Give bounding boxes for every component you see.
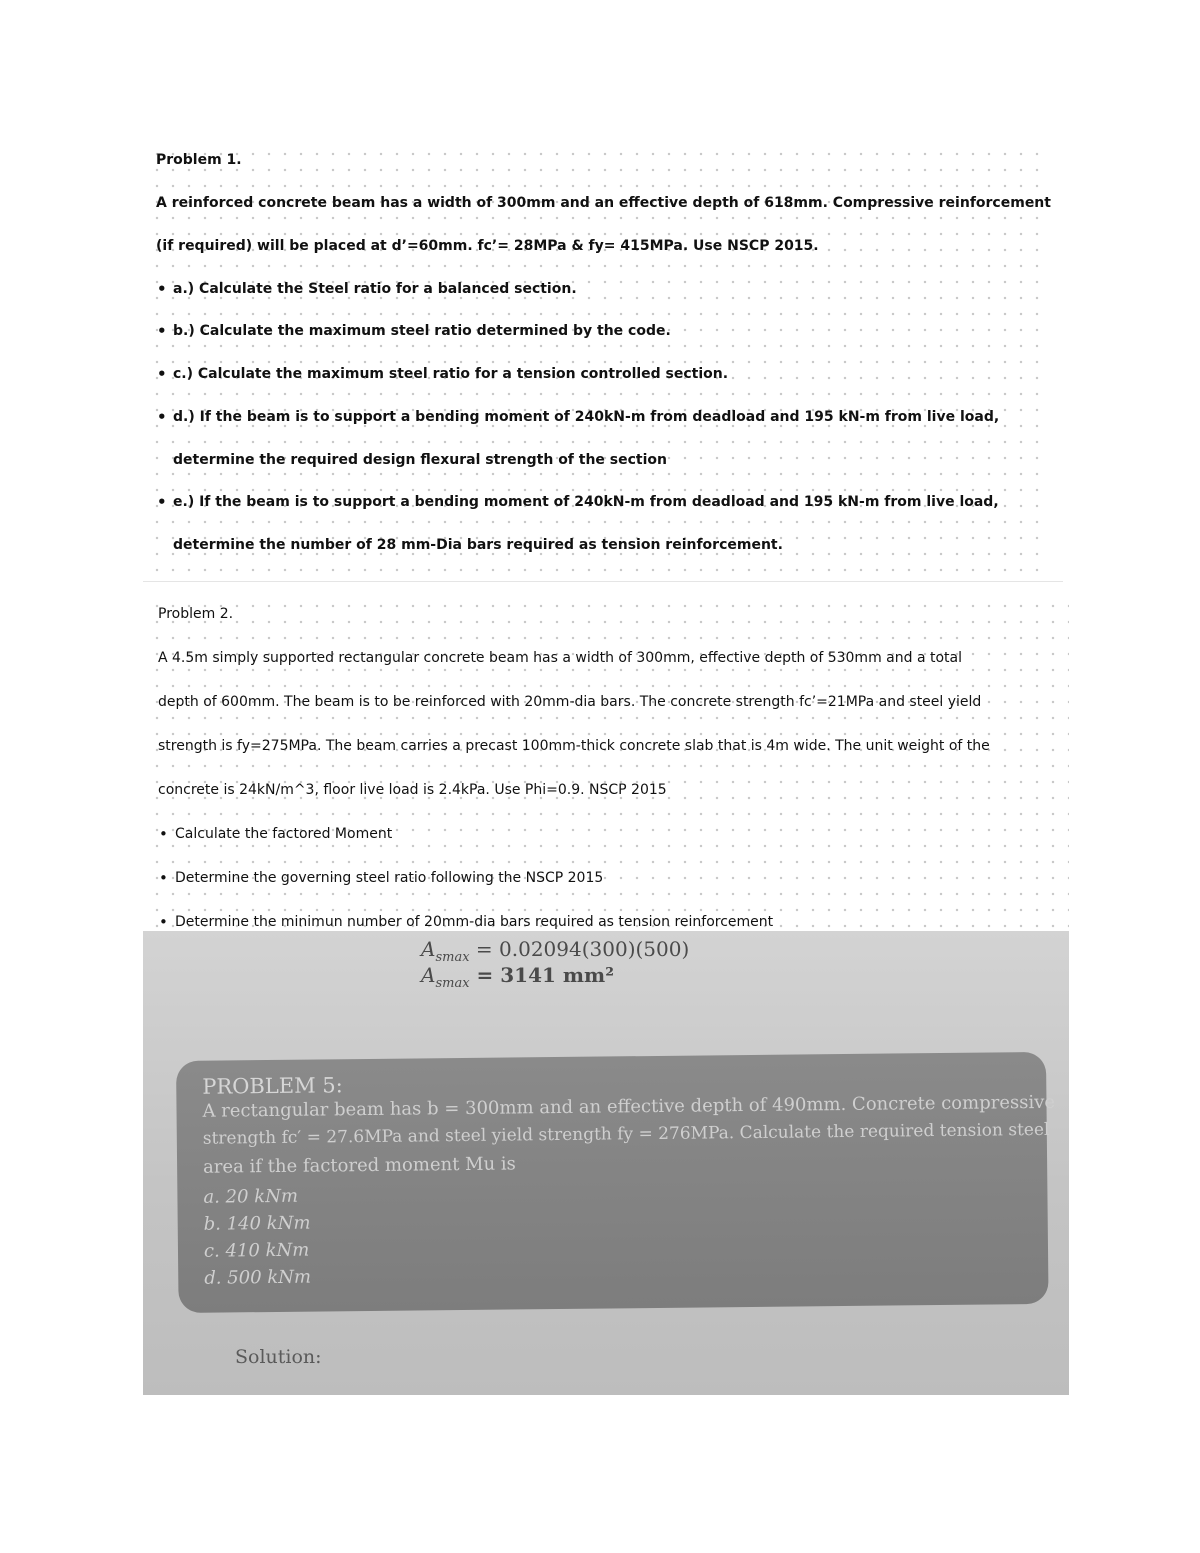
problem1-item-e-cont: determine the number of 28 mm-Dia bars required as tension reinforcement.: [173, 537, 783, 553]
problem2-title: Problem 2.: [158, 606, 234, 622]
problem1-item-a: • a.) Calculate the Steel ratio for a balanced section.: [173, 281, 577, 297]
textbook-photo: [143, 931, 1069, 1395]
problem1-item-e: • e.) If the beam is to support a bending moment of 240kN-m from deadload and 195 kN-m from live load,: [173, 494, 999, 510]
problem2-text-line3: strength is fy=275MPa. The beam carries a precast 100mm-thick concrete slab that is 4m wide. The unit weight of the: [158, 738, 990, 754]
problem1-section: [143, 140, 1051, 572]
problem1-text-line1: A reinforced concrete beam has a width of 300mm and an effective depth of 618mm. Compressive reinforcement: [156, 195, 1051, 211]
problem5-option-b: b. 140 kNm: [203, 1212, 311, 1235]
section-divider: [143, 581, 1063, 582]
problem5-title: PROBLEM 5:: [202, 1073, 343, 1099]
formula-asmax-2: $A_{smax} = 3141$ mm²: [421, 963, 614, 991]
problem5-option-c: c. 410 kNm: [203, 1239, 310, 1262]
problem5-option-d: d. 500 kNm: [204, 1266, 312, 1289]
problem5-card: [176, 1052, 1056, 1313]
problem5-line2: strength fc′ = 27.6MPa and steel yield strength fy = 276MPa. Calculate the required tension steel: [202, 1119, 1050, 1149]
problem1-item-b: • b.) Calculate the maximum steel ratio determined by the code.: [173, 323, 671, 339]
problem2-item-3: • Determine the minimun number of 20mm-dia bars required as tension reinforcement: [175, 914, 773, 930]
problem2-text-line2: depth of 600mm. The beam is to be reinforced with 20mm-dia bars. The concrete strength fc’=21MPa and steel yield: [158, 694, 982, 710]
problem2-text-line4: concrete is 24kN/m^3, floor live load is 2.4kPa. Use Phi=0.9. NSCP 2015: [158, 782, 667, 798]
problem2-item-2: • Determine the governing steel ratio following the NSCP 2015: [175, 870, 603, 886]
problem5-line1: A rectangular beam has b = 300mm and an effective depth of 490mm. Concrete compressive: [202, 1091, 1056, 1122]
formula-asmax-1: $A_{smax} = 0.02094(300)(500)$: [421, 937, 690, 965]
problem1-text-line2: (if required) will be placed at d’=60mm. fc’= 28MPa & fy= 415MPa. Use NSCP 2015.: [156, 238, 819, 254]
problem5-option-a: a. 20 kNm: [203, 1185, 299, 1208]
problem1-title: Problem 1.: [156, 152, 242, 168]
problem1-item-d: • d.) If the beam is to support a bending moment of 240kN-m from deadload and 195 kN-m from live load,: [173, 409, 999, 425]
problem5-line3: area if the factored moment Mu is: [203, 1153, 516, 1178]
problem2-text-line1: A 4.5m simply supported rectangular concrete beam has a width of 300mm, effective depth of 530mm and a total: [158, 650, 962, 666]
problem2-item-1: • Calculate the factored Moment: [175, 826, 392, 842]
problem1-item-d-cont: determine the required design flexural strength of the section: [173, 452, 668, 468]
solution-label: Solution:: [235, 1346, 322, 1368]
problem1-item-c: • c.) Calculate the maximum steel ratio for a tension controlled section.: [173, 366, 728, 382]
problem2-section: [143, 592, 1069, 932]
